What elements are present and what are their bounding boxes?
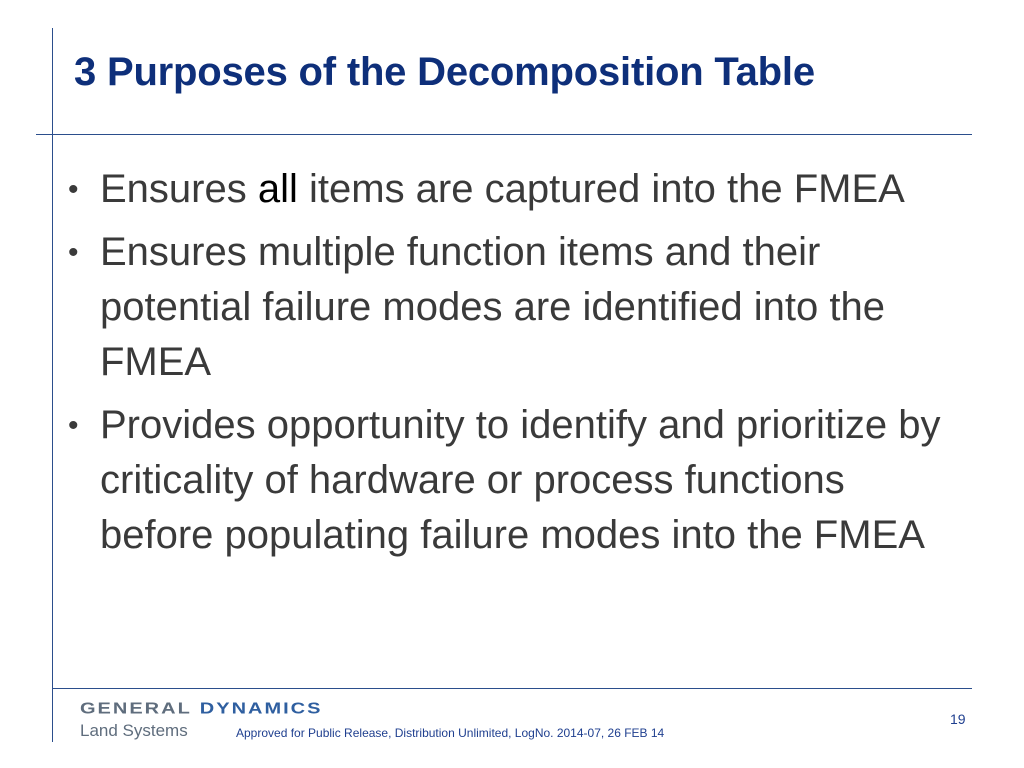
bullet-list (66, 162, 966, 571)
bullet-1-prefix: Ensures (100, 167, 258, 211)
bullet-item-1 (66, 162, 966, 217)
logo-subline: Land Systems (80, 721, 188, 740)
logo-word-general: GENERAL (80, 700, 192, 718)
bullet-marker: • (68, 409, 79, 442)
left-vertical-rule (52, 28, 53, 742)
footer-divider (52, 688, 972, 689)
slide-title: 3 Purposes of the Decomposition Table (74, 50, 815, 94)
bullet-1-suffix: items are captured into the FMEA (297, 167, 905, 211)
bullet-item-2 (66, 225, 966, 390)
bullet-3-text: Provides opportunity to identify and prioritize by criticality of hardware or process functions before populating failure modes into the FMEA (100, 403, 941, 557)
bullet-marker: • (68, 173, 79, 206)
bullet-marker: • (68, 236, 79, 269)
bullet-item-3 (66, 398, 966, 563)
bullet-2-text: Ensures multiple function items and their potential failure modes are identified into the FMEA (100, 230, 885, 384)
logo-word-dynamics: DYNAMICS (199, 700, 323, 718)
bullet-1-emphasis: all (257, 167, 298, 211)
release-statement: Approved for Public Release, Distribution Unlimited, LogNo. 2014-07, 26 FEB 14 (236, 726, 665, 740)
title-divider (36, 134, 972, 135)
page-number: 19 (950, 711, 966, 727)
logo-wordmark (80, 701, 410, 717)
